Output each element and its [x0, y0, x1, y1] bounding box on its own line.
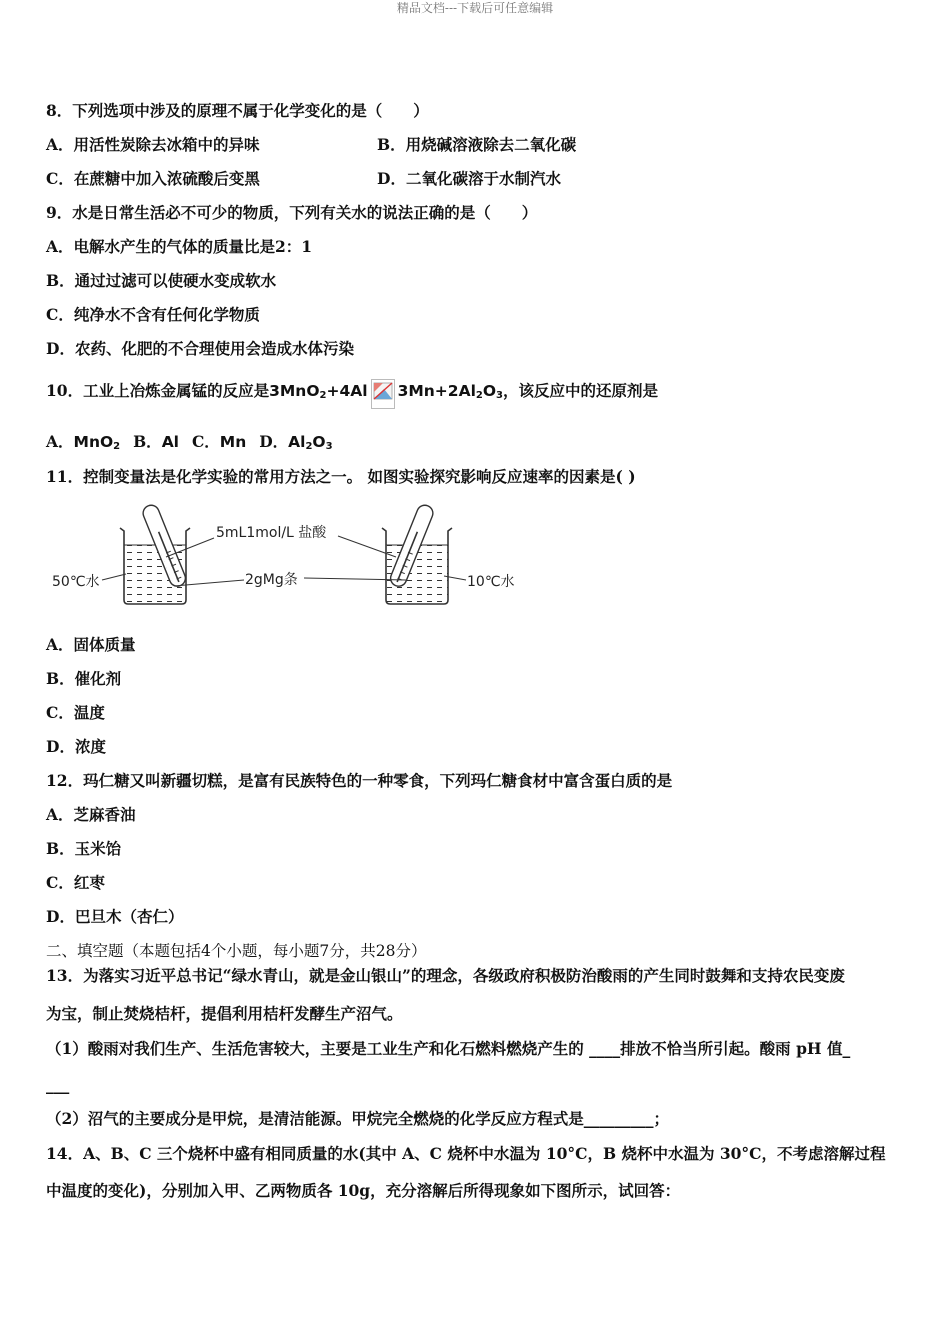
- q13-line-2: 为宝，制止焚烧桔杆，提倡利用桔杆发酵生产沼气。: [46, 1004, 403, 1023]
- q10-option-b: Al: [161, 433, 179, 451]
- q9-stem: 9．水是日常生活必不可少的物质，下列有关水的说法正确的是（ ）: [46, 203, 538, 222]
- left-beaker: [120, 503, 190, 604]
- q9-option-b: B．通过过滤可以使硬水变成软水: [46, 271, 277, 290]
- q10-stem-suffix: ，该反应中的还原剂是: [503, 381, 659, 400]
- q9-option-a: A．电解水产生的气体的质量比是2：1: [46, 237, 313, 256]
- q10-products: $3Mn+2Al_2O_3$: [397, 382, 504, 401]
- q13-sub-2: （2）沼气的主要成分是甲烷，是清洁能源。甲烷完全燃烧的化学反应方程式是_________；: [46, 1109, 670, 1128]
- q8-option-a: A．用活性炭除去冰箱中的异味: [46, 135, 260, 154]
- q11-option-b: B．催化剂: [46, 669, 122, 688]
- q11-stem: 11．控制变量法是化学实验的常用方法之一。 如图实验探究影响反应速率的因素是( ): [46, 467, 636, 486]
- q10-option-c: Mn: [219, 433, 247, 451]
- q8-option-d: D．二氧化碳溶于水制汽水: [377, 169, 561, 188]
- q8-stem: 8．下列选项中涉及的原理不属于化学变化的是（ ）: [46, 101, 429, 120]
- q8-option-c: C．在蔗糖中加入浓硫酸后变黑: [46, 169, 260, 188]
- q10-options: A．MnO$_2$ B．Al C．Mn D．$Al_2O_3$: [46, 432, 333, 452]
- q12-stem: 12．玛仁糖又叫新疆切糕，是富有民族特色的一种零食，下列玛仁糖食材中富含蛋白质的是: [46, 771, 673, 790]
- q12-option-b: B．玉米饴: [46, 839, 122, 858]
- page-header: 精品文档---下载后可任意编辑: [396, 1, 554, 15]
- q11-option-d: D．浓度: [46, 737, 106, 756]
- q12-option-c: C．红枣: [46, 873, 105, 892]
- q12-option-a: A．芝麻香油: [46, 805, 136, 824]
- beaker-diagram: [46, 500, 546, 616]
- q12-option-d: D．巴旦木（杏仁）: [46, 907, 184, 926]
- q14-line-2: 中温度的变化)，分别加入甲、乙两物质各 10g，充分溶解后所得现象如下图所示，试回答：: [46, 1181, 681, 1200]
- q13-sub-1-cont: ___: [46, 1075, 70, 1094]
- q8-option-b: B．用烧碱溶液除去二氧化碳: [377, 135, 577, 154]
- q11-option-c: C．温度: [46, 703, 105, 722]
- label-right-water: 10℃水: [467, 574, 515, 590]
- section-2-heading: 二、填空题（本题包括4个小题，每小题7分，共28分）: [46, 942, 427, 960]
- q14-line-1: 14．A、B、C 三个烧杯中盛有相同质量的水(其中 A、C 烧杯中水温为 10°C，B 烧杯中水温为 30°C，不考虑溶解过程: [46, 1144, 886, 1163]
- q9-option-d: D．农药、化肥的不合理使用会造成水体污染: [46, 339, 354, 358]
- label-mg: 2gMg条: [245, 572, 298, 588]
- q10-option-d: $Al_2O_3$: [288, 433, 333, 452]
- q13-sub-1: （1）酸雨对我们生产、生活危害较大，主要是工业生产和化石燃料燃烧产生的 ____排放不恰当所引起。酸雨 pH 值_: [46, 1039, 851, 1058]
- q11-option-a: A．固体质量: [46, 635, 136, 654]
- reaction-condition-image-icon: [371, 379, 395, 409]
- q11-experiment-figure: [46, 500, 546, 616]
- q10-stem: [46, 377, 658, 407]
- q10-option-a: MnO$_2$: [73, 433, 121, 452]
- label-left-water: 50℃水: [52, 574, 100, 590]
- q13-line-1: 13．为落实习近平总书记“绿水青山，就是金山银山”的理念，各级政府积极防治酸雨的产生同时鼓舞和支持农民变废: [46, 966, 845, 985]
- label-acid: 5mL1mol/L 盐酸: [216, 525, 327, 541]
- q10-reactants: 3MnO$_2$+4Al: [269, 382, 368, 401]
- right-beaker: [382, 503, 452, 604]
- q10-stem-prefix: 10．工业上冶炼金属锰的反应是: [46, 381, 270, 400]
- q9-option-c: C．纯净水不含有任何化学物质: [46, 305, 260, 324]
